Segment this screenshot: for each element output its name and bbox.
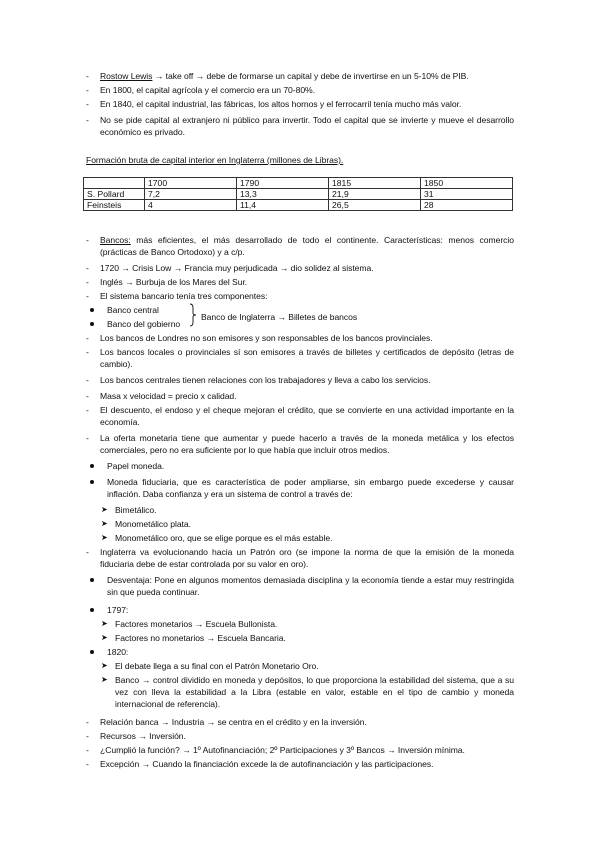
table-cell: Feinsteis <box>84 200 145 211</box>
table-cell: 1850 <box>421 178 513 189</box>
list-dash: - <box>86 235 89 245</box>
table-row <box>84 200 513 211</box>
bullet-dot <box>90 608 94 612</box>
list-item: El descuento, el endoso y el cheque mejoran el crédito, que se convierte en una actividad importante en la economía. <box>100 405 514 427</box>
sub-sub-list-item: Monometálico oro, que se elige porque es el más estable. <box>115 533 333 543</box>
bullet-dot <box>90 308 94 312</box>
list-item: ¿Cumplió la función? → 1º Autofinanciación; 2º Participaciones y 3º Bancos → Inversión mínima. <box>100 745 465 755</box>
sub-list-item: Moneda fiduciaria, que es característica de poder ampliarse, sin embargo puede excederse y causar inflación. Daba confianza y era un sistema de control a través de: <box>107 477 514 499</box>
brace-note: Banco de Inglaterra → Billetes de bancos <box>201 312 358 322</box>
sub-sub-list-item: Bimetálico. <box>115 505 157 515</box>
list-item: 1720 → Crisis Low → Francia muy perjudicada → dio solidez al sistema. <box>100 263 374 273</box>
list-dash: - <box>86 291 89 301</box>
sub-sub-list-item: Factores monetarios → Escuela Bullonista. <box>115 619 278 629</box>
arrowhead-bullet-icon: ➤ <box>101 619 108 628</box>
list-dash: - <box>86 745 89 755</box>
sub-list-item: Banco del gobierno <box>107 319 181 329</box>
sub-sub-list-item: El debate llega a su final con el Patrón Monetario Oro. <box>115 661 319 671</box>
underlined-term: Bancos: <box>100 235 131 245</box>
list-item: Los bancos locales o provinciales sí son emisores a través de billetes y certificados de depósito (letras de cambio). <box>100 347 514 369</box>
table-cell: 1700 <box>145 178 237 189</box>
list-item: Relación banca → Industria → se centra en el crédito y en la inversión. <box>100 717 367 727</box>
list-item: En 1840, el capital industrial, las fábricas, los altos hornos y el ferrocarril tenía mucho más valor. <box>100 99 462 109</box>
sub-list-item: Desventaja: Pone en algunos momentos demasiada disciplina y la economía tiende a estar muy restringida sin que pueda continuar. <box>107 575 514 597</box>
list-item: Inglés → Burbuja de los Mares del Sur. <box>100 277 248 287</box>
list-dash: - <box>86 85 89 95</box>
list-item: Inglaterra va evolucionando hacia un Patrón oro (se impone la norma de que la emisión de la moneda fiduciaria debe de estar controlada por su valor en oro). <box>100 547 514 569</box>
table-cell: 21,9 <box>329 189 421 200</box>
data-table <box>83 177 513 211</box>
table-cell: S. Pollard <box>84 189 145 200</box>
list-dash: - <box>86 375 89 385</box>
list-item: Los bancos centrales tienen relaciones con los trabajadores y lleva a cabo los servicios. <box>100 375 431 385</box>
sub-list-item: Papel moneda. <box>107 461 165 471</box>
list-dash: - <box>86 717 89 727</box>
list-dash: - <box>86 277 89 287</box>
sub-list-item: 1797: <box>107 605 129 615</box>
list-item: Los bancos de Londres no son emisores y son responsables de los bancos provinciales. <box>100 333 433 343</box>
list-item <box>100 70 469 82</box>
list-item: No se pide capital al extranjero ni público para invertir. Todo el capital que se invierte y mueve el desarrollo económico es privado. <box>100 115 514 137</box>
sub-sub-list-item: Factores no monetarios → Escuela Bancaria. <box>115 633 286 643</box>
table-cell: 26,5 <box>329 200 421 211</box>
table-cell: 11,4 <box>237 200 329 211</box>
sub-list-item: 1820: <box>107 647 129 657</box>
arrowhead-bullet-icon: ➤ <box>101 519 108 528</box>
table-cell: 13,3 <box>237 189 329 200</box>
list-dash: - <box>86 391 89 401</box>
list-item: La oferta monetaria tiene que aumentar y puede hacerlo a través de la moneda metálica y los efectos comerciales, pero no era suficiente por lo que había que incluir otros medios. <box>100 433 514 455</box>
list-dash: - <box>86 263 89 273</box>
list-dash: - <box>86 731 89 741</box>
table-cell <box>84 178 145 189</box>
list-item: Recursos → Inversión. <box>100 731 186 741</box>
bullet-dot <box>90 464 94 468</box>
table-cell: 28 <box>421 200 513 211</box>
table-cell: 1815 <box>329 178 421 189</box>
list-dash: - <box>86 99 89 109</box>
bullet-dot <box>90 578 94 582</box>
list-item: En 1800, el capital agrícola y el comercio era un 70-80%. <box>100 85 315 95</box>
list-item-text: más eficientes, el más desarrollado de todo el continente. Características: menos comercio (prácticas de Banco Ortodoxo) y a c/p. <box>100 235 514 257</box>
table-row <box>84 189 513 200</box>
list-item: El sistema bancario tenía tres componentes: <box>100 291 268 301</box>
bullet-dot <box>90 650 94 654</box>
underlined-term: Rostow Lewis <box>100 71 153 81</box>
list-item <box>100 234 514 258</box>
sub-sub-list-item: Monometálico plata. <box>115 519 191 529</box>
table-cell: 31 <box>421 189 513 200</box>
table-cell: 1790 <box>237 178 329 189</box>
list-dash: - <box>86 547 89 557</box>
sub-list-item: Banco central <box>107 305 159 315</box>
brace-icon <box>189 303 197 327</box>
sub-sub-list-item: Banco → control dividido en moneda y depósitos, lo que proporciona la estabilidad del sistema, que a su vez con lleva la estabilidad a la Libra (estable en valor, estable en el tipo de cambio y moneda internacional de referencia). <box>115 675 514 709</box>
list-item: Excepción → Cuando la financiación excede la de autofinanciación y las participaciones. <box>100 759 434 769</box>
list-dash: - <box>86 115 89 125</box>
arrowhead-bullet-icon: ➤ <box>101 633 108 642</box>
bullet-dot <box>90 480 94 484</box>
list-dash: - <box>86 405 89 415</box>
list-dash: - <box>86 71 89 81</box>
table-cell: 7,2 <box>145 189 237 200</box>
table-cell: 4 <box>145 200 237 211</box>
arrowhead-bullet-icon: ➤ <box>101 661 108 670</box>
bullet-dot <box>90 322 94 326</box>
table-header-row <box>84 178 513 189</box>
list-item: Masa x velocidad = precio x calidad. <box>100 391 237 401</box>
list-dash: - <box>86 347 89 357</box>
list-item-text: → take off → debe de formarse un capital y debe de invertirse en un 5-10% de PIB. <box>152 71 469 81</box>
arrowhead-bullet-icon: ➤ <box>101 675 108 684</box>
table-title: Formación bruta de capital interior en Inglaterra (millones de Libras). <box>86 155 344 165</box>
list-dash: - <box>86 433 89 443</box>
list-dash: - <box>86 759 89 769</box>
list-dash: - <box>86 333 89 343</box>
arrowhead-bullet-icon: ➤ <box>101 505 108 514</box>
arrowhead-bullet-icon: ➤ <box>101 533 108 542</box>
